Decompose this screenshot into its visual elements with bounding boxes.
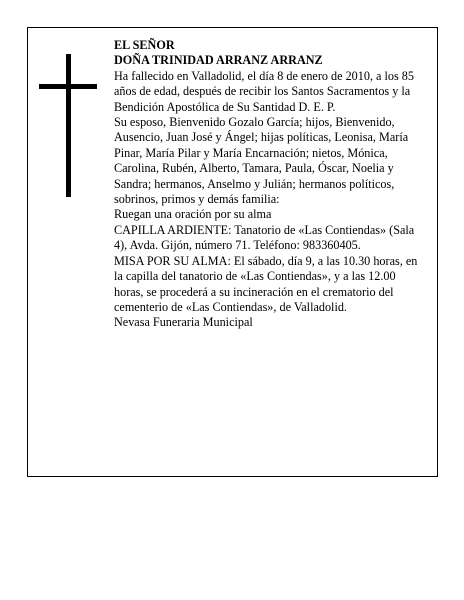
mass-details: MISA POR SU ALMA: El sábado, día 9, a las 10.30 horas, en la capilla del tanatorio de «Las Contiendas», y a las 12.00 horas, se procederá a su incineración en el crematorio del cementerio de «Las Contiendas», de Valladolid. [114, 253, 418, 314]
cross-vertical-bar [66, 54, 71, 197]
chapel-details: CAPILLA ARDIENTE: Tanatorio de «Las Contiendas» (Sala 4), Avda. Gijón, número 71. Teléfono: 983360405. [114, 222, 415, 253]
prayer-request: Ruegan una oración por su alma [114, 207, 272, 222]
obituary-text [114, 38, 426, 331]
death-announcement: Ha fallecido en Valladolid, el día 8 de enero de 2010, a los 85 años de edad, después de recibir los Santos Sacramentos y la Bendición Apostólica de Su Santidad D. E. P. [114, 68, 414, 114]
cross-horizontal-bar [39, 84, 97, 89]
funeral-home: Nevasa Funeraria Municipal [114, 315, 253, 330]
deceased-name: DOÑA TRINIDAD ARRANZ ARRANZ [114, 53, 323, 68]
title-line: EL SEÑOR [114, 38, 175, 52]
cross-icon [39, 54, 97, 197]
family-members: Su esposo, Bienvenido Gozalo García; hijos, Bienvenido, Ausencio, Juan José y Ángel; hijas políticas, Leonisa, María Pinar, María Pilar y María Encarnación; nietos, Mónica, Carolina, Rubén, Alberto, Tamara, Paula, Óscar, Noelia y Sandra; hermanos, Anselmo y Julián; hermanos políticos, sobrinos, primos y demás familia: [114, 115, 409, 207]
